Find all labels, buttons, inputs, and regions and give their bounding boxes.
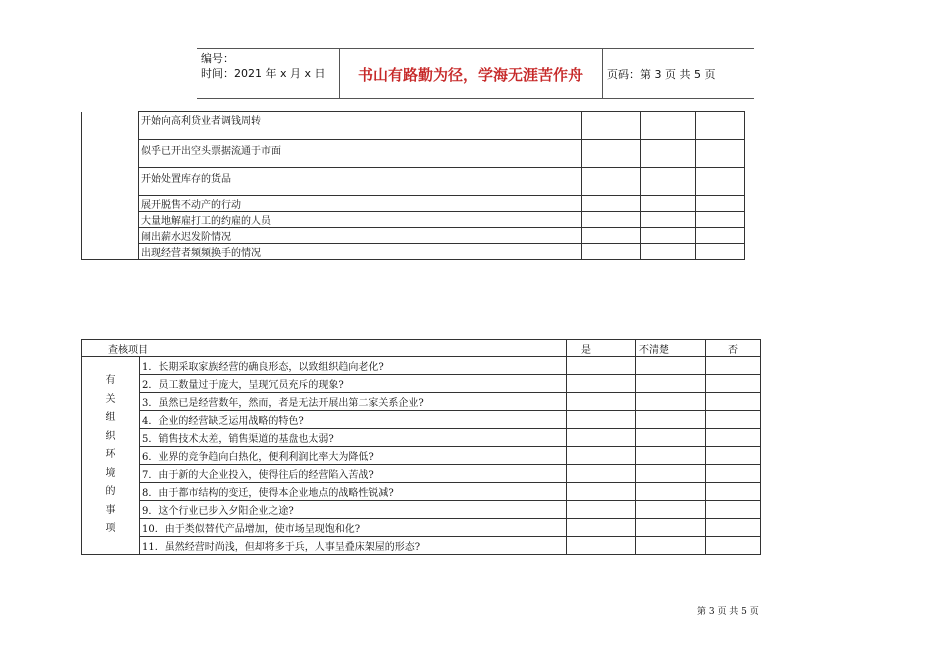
item-cell: 展开脱售不动产的行动 <box>139 196 582 212</box>
header-meta <box>201 51 326 81</box>
yes-cell[interactable] <box>567 375 636 393</box>
page-header <box>197 48 754 99</box>
check-cell[interactable] <box>696 112 745 140</box>
check-cell[interactable] <box>641 140 696 168</box>
motto: 书山有路勤为径，学海无涯苦作舟 <box>357 66 583 84</box>
unsure-cell[interactable] <box>636 537 706 555</box>
item-cell: 5．销售技术太差，销售渠道的基盘也太弱? <box>139 429 566 447</box>
check-cell[interactable] <box>582 140 641 168</box>
check-cell[interactable] <box>582 212 641 228</box>
unsure-cell[interactable] <box>636 483 706 501</box>
item-cell: 2．员工数量过于庞大，呈现冗员充斥的现象? <box>139 375 566 393</box>
table-row <box>82 196 745 212</box>
item-cell: 似乎已开出空头票据流通于市面 <box>139 140 582 168</box>
yes-cell[interactable] <box>567 393 636 411</box>
number-label: 编号： <box>201 52 234 65</box>
item-cell: 开始处置库存的货品 <box>139 168 582 196</box>
table-row <box>82 483 761 501</box>
yes-cell[interactable] <box>567 465 636 483</box>
unsure-cell[interactable] <box>636 393 706 411</box>
unsure-cell[interactable] <box>636 357 706 375</box>
page-footer: 第 3 页 共 5 页 <box>697 607 759 617</box>
item-cell: 开始向高利贷业者调钱周转 <box>139 112 582 140</box>
yes-cell[interactable] <box>567 501 636 519</box>
no-cell[interactable] <box>706 375 761 393</box>
unsure-cell[interactable] <box>636 465 706 483</box>
item-cell: 9．这个行业已步入夕阳企业之途? <box>139 501 566 519</box>
header-unsure: 不清楚 <box>636 340 706 357</box>
warning-signs-table <box>81 111 745 260</box>
no-cell[interactable] <box>706 501 761 519</box>
item-cell: 闹出薪水迟发阶情况 <box>139 228 582 244</box>
header-row <box>82 340 761 357</box>
table-row <box>82 140 745 168</box>
check-cell[interactable] <box>582 244 641 260</box>
yes-cell[interactable] <box>567 483 636 501</box>
category-label: 有 关 组 织 环 境 的 事 项 <box>105 375 116 535</box>
header-yes: 是 <box>567 340 636 357</box>
table-row <box>82 393 761 411</box>
check-cell[interactable] <box>641 228 696 244</box>
unsure-cell[interactable] <box>636 375 706 393</box>
item-cell: 3．虽然已是经营数年，然而，者是无法开展出第二家关系企业? <box>139 393 566 411</box>
table-row <box>82 447 761 465</box>
no-cell[interactable] <box>706 411 761 429</box>
item-cell: 10．由于类似替代产品增加，使市场呈现饱和化? <box>139 519 566 537</box>
check-cell[interactable] <box>641 112 696 140</box>
unsure-cell[interactable] <box>636 519 706 537</box>
item-cell: 7．由于新的大企业投入，使得往后的经营陷入苦战? <box>139 465 566 483</box>
table-row <box>82 501 761 519</box>
table-row <box>82 244 745 260</box>
table-row <box>82 465 761 483</box>
item-cell: 大量地解雇打工的约雇的人员 <box>139 212 582 228</box>
yes-cell[interactable] <box>567 357 636 375</box>
check-cell[interactable] <box>696 196 745 212</box>
check-cell[interactable] <box>641 212 696 228</box>
table-row <box>82 212 745 228</box>
table-row <box>82 411 761 429</box>
yes-cell[interactable] <box>567 429 636 447</box>
check-cell[interactable] <box>696 168 745 196</box>
no-cell[interactable] <box>706 483 761 501</box>
check-cell[interactable] <box>582 228 641 244</box>
table-row <box>82 429 761 447</box>
unsure-cell[interactable] <box>636 501 706 519</box>
check-cell[interactable] <box>641 244 696 260</box>
table-row <box>82 357 761 375</box>
no-cell[interactable] <box>706 393 761 411</box>
time-label: 时间：2021 年 x 月 x 日 <box>201 67 326 80</box>
page-label: 页码：第 3 页 共 5 页 <box>607 68 716 81</box>
table-row <box>82 112 745 140</box>
table-row <box>82 168 745 196</box>
header-item: 查核项目 <box>82 340 567 357</box>
header-no: 否 <box>706 340 761 357</box>
unsure-cell[interactable] <box>636 429 706 447</box>
item-cell: 6．业界的竞争趋向白热化，便利利润比率大为降低? <box>139 447 566 465</box>
table-row <box>82 519 761 537</box>
table-row <box>82 537 761 555</box>
yes-cell[interactable] <box>567 447 636 465</box>
check-cell[interactable] <box>696 140 745 168</box>
yes-cell[interactable] <box>567 519 636 537</box>
yes-cell[interactable] <box>567 537 636 555</box>
item-cell: 1．长期采取家族经营的确良形态，以致组织趋向老化? <box>139 357 566 375</box>
item-cell: 8．由于都市结构的变迁，使得本企业地点的战略性锐减? <box>139 483 566 501</box>
item-cell: 11．虽然经营时尚浅，但却将多于兵，人事呈叠床架屋的形态? <box>139 537 566 555</box>
check-cell[interactable] <box>696 244 745 260</box>
checklist-table <box>81 339 761 555</box>
check-cell[interactable] <box>582 168 641 196</box>
no-cell[interactable] <box>706 537 761 555</box>
header-divider <box>602 49 603 98</box>
check-cell[interactable] <box>582 112 641 140</box>
yes-cell[interactable] <box>567 411 636 429</box>
no-cell[interactable] <box>706 357 761 375</box>
category-cell <box>82 357 140 555</box>
unsure-cell[interactable] <box>636 411 706 429</box>
table-row <box>82 375 761 393</box>
check-cell[interactable] <box>696 228 745 244</box>
category-cell <box>82 112 139 260</box>
check-cell[interactable] <box>582 196 641 212</box>
check-cell[interactable] <box>696 212 745 228</box>
check-cell[interactable] <box>641 196 696 212</box>
no-cell[interactable] <box>706 519 761 537</box>
unsure-cell[interactable] <box>636 447 706 465</box>
item-cell: 4．企业的经营缺乏运用战略的特色? <box>139 411 566 429</box>
check-cell[interactable] <box>641 168 696 196</box>
table-row <box>82 228 745 244</box>
no-cell[interactable] <box>706 465 761 483</box>
item-cell: 出现经营者频频换手的情况 <box>139 244 582 260</box>
no-cell[interactable] <box>706 447 761 465</box>
no-cell[interactable] <box>706 429 761 447</box>
